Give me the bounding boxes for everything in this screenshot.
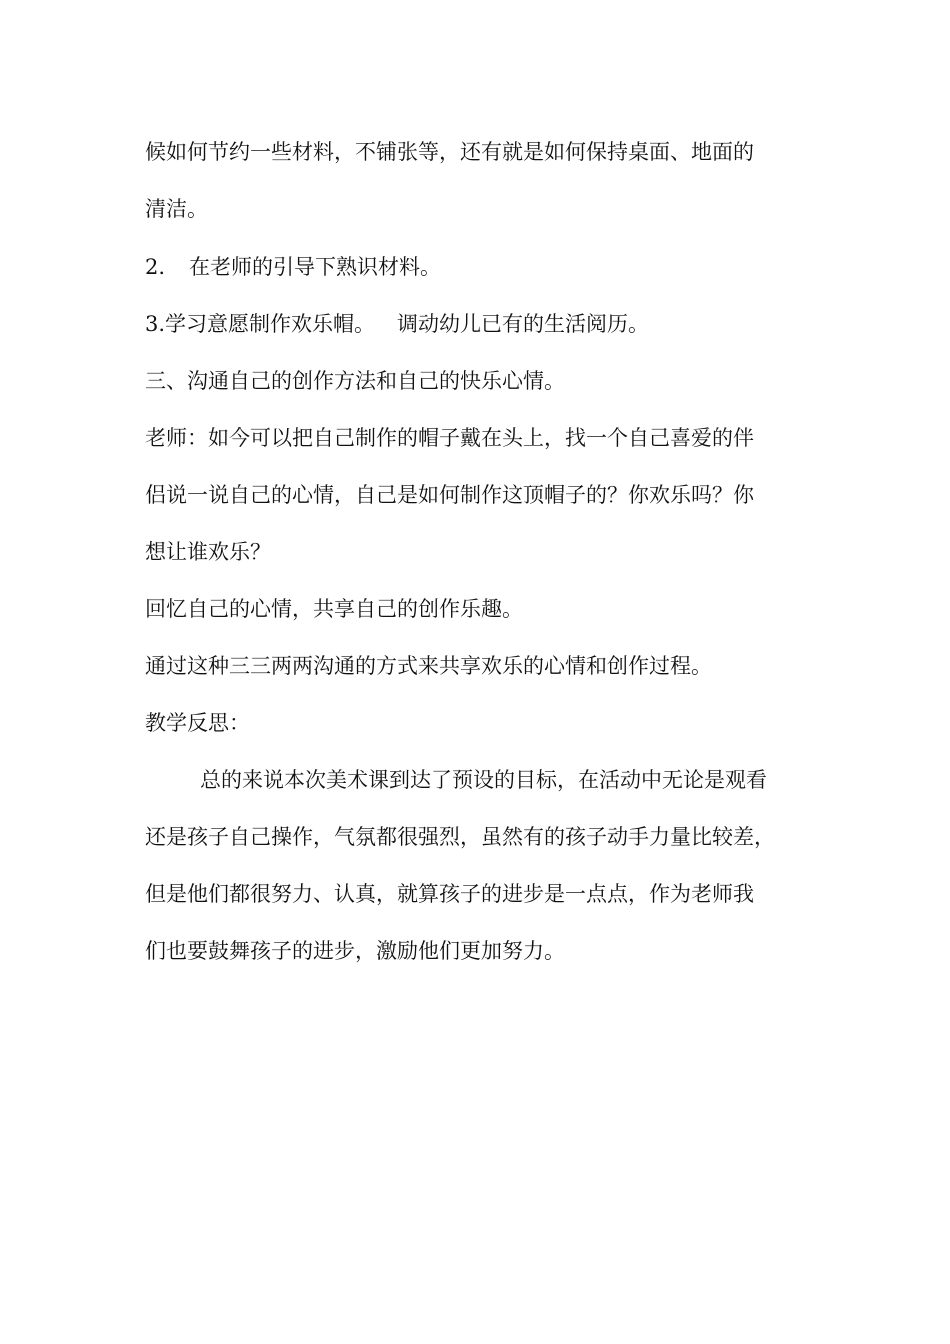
list-item-text: 在老师的引导下熟识材料。 [189,255,441,279]
paragraph-line: 清洁。 [145,197,208,221]
list-item-text: 3.学习意愿制作欢乐帽。 [145,312,376,336]
list-item-2 [145,252,825,282]
list-number: 2. [145,255,166,279]
paragraph-line: 但是他们都很努力、认真，就算孩子的进步是一点点，作为老师我 [145,882,754,906]
paragraph-line: 们也要鼓舞孩子的进步，激励他们更加努力。 [145,939,565,963]
paragraph-line: 想让谁欢乐？ [145,540,271,564]
paragraph-line: 老师：如今可以把自己制作的帽子戴在头上，找一个自己喜爱的伴 [145,426,754,450]
list-item-3 [145,309,825,339]
paragraph-line: 总的来说本次美术课到达了预设的目标，在活动中无论是观看 [200,768,767,792]
paragraph-line: 候如何节约一些材料，不铺张等，还有就是如何保持桌面、地面的 [145,140,754,164]
paragraph-line: 侣说一说自己的心情，自己是如何制作这顶帽子的？你欢乐吗？你 [145,483,754,507]
reflection-heading: 教学反思： [145,711,250,735]
list-item-note: 调动幼儿已有的生活阅历。 [397,312,650,336]
paragraph-line: 通过这种三三两两沟通的方式来共享欢乐的心情和创作过程。 [145,654,712,678]
section-heading: 三、沟通自己的创作方法和自己的快乐心情。 [145,369,565,393]
paragraph-line: 回忆自己的心情，共享自己的创作乐趣。 [145,597,523,621]
paragraph-line: 还是孩子自己操作，气氛都很强烈，虽然有的孩子动手力量比较差， [145,825,775,849]
